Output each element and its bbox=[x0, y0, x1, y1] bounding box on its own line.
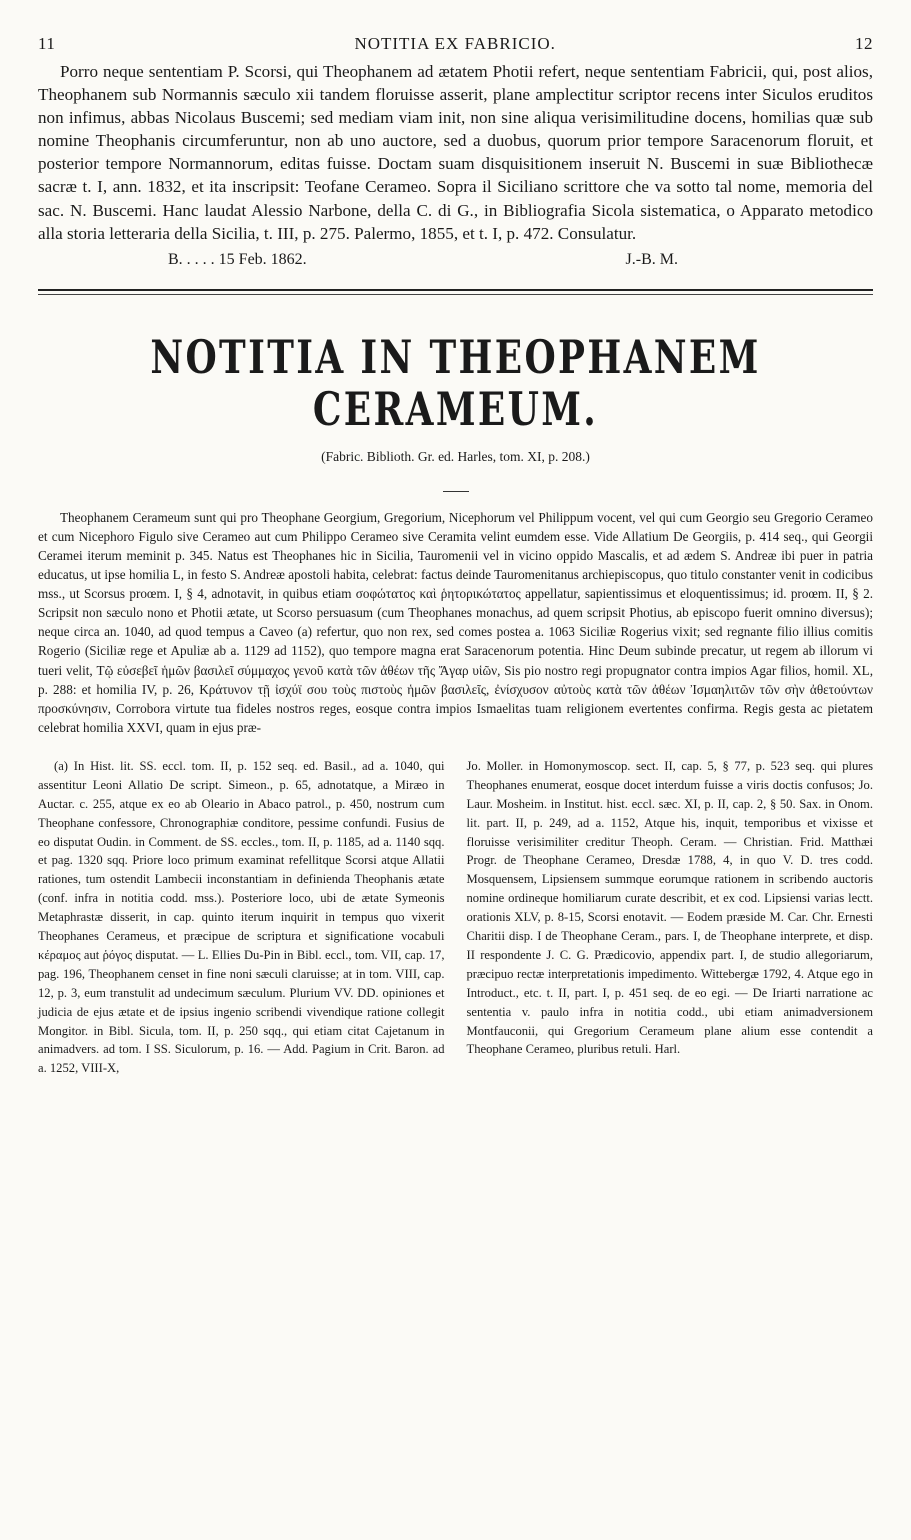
right-page-number: 12 bbox=[854, 34, 873, 53]
section-divider bbox=[38, 289, 873, 295]
dateline: B. . . . . 15 Feb. 1862. bbox=[168, 250, 307, 268]
signoff bbox=[38, 251, 873, 269]
intro-paragraph: Porro neque sententiam P. Scorsi, qui Theophanem ad ætatem Photii refert, neque sententiam Fabricii, qui, post alios, Theophanem sub Normannis sæculo xii tandem floruisse asserit, plane amplectitur scriptor recens inter Siculos eruditos non infimus, abbas Nicolaus Buscemi; sed mediam viam init, non sine aliqua verisimilitudine docens, homilias quæ sub nomine Theophanis circumferuntur, non ab uno auctore, sed a duobus, quorum prior tempore Saracenorum floruit, et posterior tempore Normannorum, editas fuisse. Doctam suam disquisitionem inseruit N. Buscemi in suæ Bibliothecæ sacræ t. I, ann. 1832, et ita inscripsit: Teofane Cerameo. Sopra il Siciliano scrittore che va sotto tal nome, memoria del sac. N. Buscemi. Hanc laudat Alessio Narbone, della C. di G., in Bibliografia Sicola sistematica, o Apparato metodico alla storia letteraria della Sicilia, t. III, p. 275. Palermo, 1855, et t. I, p. 472. Consulatur. bbox=[38, 62, 873, 243]
running-head-title: NOTITIA EX FABRICIO. bbox=[354, 34, 556, 53]
short-rule bbox=[443, 491, 469, 492]
footnote-left-column: (a) In Hist. lit. SS. eccl. tom. II, p. 152 seq. ed. Basil., ad a. 1040, qui assentitur Leoni Allatio De script. Simeon., p. 65, adnotatque, a Miræo in Auctar. c. 255, atque ex eo ab Oleario in Abaco patrol., p. 450, nostrum cum Theophane confessore, Chronographiæ conditore, pessime confundi. Fusius de eo disputat Oudin. in Comment. de SS. eccles., tom. II, p. 1185, ad a. 1140 sqq. et pag. 1320 sqq. Priore loco primum examinat refellitque Scorsi atque Allatii rationes, tum ostendit Lambecii inconstantiam in definienda Theophanis ætate (conf. infra in notitia codd. mss.). Posteriore loco, ubi de ætate Symeonis Metaphrastæ disserit, in cap. quinto iterum inquirit in tempus quo vixerit Theophanes Cerameus, et præcipue de scriptura et significatione vocabuli κέραμος aut ῥόγος disputat. — L. Ellies Du-Pin in Bibl. eccl., tom. VII, cap. 17, pag. 196, Theophanem censet in fine noni sæculi claruisse; at in tom. VIII, cap. 12, p. 3, eum transtulit ad undecimum sæculum. Plurium VV. DD. opiniones et judicia de ejus ætate et de ipsius ingenio scribendi vivendique ratione collegit Mongitor. in Bibl. Sicula, tom. II, p. 250 sqq., qui etiam citat Cajetanum in animadvers. ad tom. I SS. Siculorum, p. 16. — Add. Pagium in Crit. Baron. ad a. 1252, VIII-X, bbox=[38, 758, 445, 1076]
divider-thick-line bbox=[38, 289, 873, 291]
article-title: NOTITIA IN THEOPHANEM CERAMEUM. bbox=[150, 329, 761, 436]
running-head bbox=[38, 0, 873, 54]
divider-thin-line bbox=[38, 294, 873, 295]
footnote-right-column: Jo. Moller. in Homonymoscop. sect. II, cap. 5, § 77, p. 523 seq. qui plures Theophanes enumerat, eosque docet interdum fuisse a viris doctis confusos; Jo. Laur. Mosheim. in Institut. hist. eccl. sæc. XI, p. II, cap. 2, § 50. Sax. in Onom. lit. part. II, p. 249, ad a. 1152, Atque his, inquit, temporibus et vixisse et floruisse verisimiliter creditur Theoph. Ceram. — Christian. Frid. Matthæi Progr. de Theophane Cerameo, Dresdæ 1788, 4, in quo V. D. tres codd. Mosquensem, Lipsiensem summque eorumque rationem in scribendo auctoris nomine ordineque homiliarum curate describit, et ex cod. Lipsiensi varias lectt. orationis XLV, p. 8-15, Scorsi enotavit. — Eodem præside M. Car. Chr. Ernesti Charitii disp. I de Theophane Ceram., pars. I, de Theophane interprete, et disp. II respondente J. C. G. Prædicovio, appendix part. I, de studio allegoriarum, præcipuo rectæ interpretationis impedimento. Wittebergæ 1792, 4. Atque ego in Introduct., etc. t. II, part. I, p. 451 seq. de eo egi. — De Iriarti narratione ac sententia v. paulo infra in notitia codd., ubi etiam animadversionem Montfauconii, qui Gregorium Cerameum plane alium esse contendit a Theophane Cerameo, pluribus retuli. Harl. bbox=[466, 758, 873, 1057]
signature: J.-B. M. bbox=[625, 250, 678, 268]
article-paragraph: Theophanem Cerameum sunt qui pro Theophane Georgium, Gregorium, Nicephorum vel Philippum vocent, vel qui cum Georgio seu Gregorio Cerameo et cum Nicephoro Figulo sive Cerameo aut cum Philippo Cerameo sive Ceramita velint eumdem esse. Vide Allatium De Georgiis, p. 414 seq., qui Georgii Ceramei iterum meminit p. 345. Natus est Theophanes hic in Sicilia, Tauromenii vel in vicino oppido Mascalis, et ad ædem S. Andreæ ibi puer in patria educatus, ut ipse homilia L, in festo S. Andreæ apostoli habita, celebrat: factus deinde Tauromenitanus archiepiscopus, quo titulo constanter venit in codicibus mss., ut Scorsus proœm. I, § 4, adnotavit, in quibus etiam σοφώτατος καὶ ῥητορικώτατος appellatur, sapientissimus et eloquentissimus; id. proœm. II, § 2. Scripsit non sæculo nono et Photii ætate, ut Scorso persuasum (cum Theophanes monachus, ad quem scripsit Photius, ab episcopo fuerit omnino diversus); neque circa an. 1040, ad quod tempus a Caveo (a) refertur, quo non rex, sed comes postea a. 1063 Siciliæ Rogerius vixit; sed regnante filio illius comitis Rogerio (Siciliæ rege et Apuliæ ab a. 1129 ad 1152), quo tempore magna erat Saracenorum potentia. Hinc Deum subinde precatur, ut regem ab illorum vi tueri velit, Τῷ εὐσεβεῖ ἡμῶν βασιλεῖ σύμμαχος γενοῦ κατὰ τῶν ἀθέων τῆς Ἄγαρ υἱῶν, Sis pio nostro regi propugnator contra impios Agar filios, homil. XL, p. 288: et homilia IV, p. 26, Κράτυνον τῇ ἰσχύϊ σου τοὺς πιστοὺς ἡμῶν βασιλεῖς, ἐνίσχυσον αὐτοὺς κατὰ τῶν ἀθέων Ἰσμαηλιτῶν τῶν σὴν ἀθετούντων προσκύνησιν, Corrobora virtute tua fideles nostros reges, eosque contra impios Ismaelitas tuam religionem evertentes confirma. Regis gesta ac pietatem celebrat homilia XXVI, quam in ejus præ- bbox=[38, 509, 873, 735]
source-reference: (Fabric. Biblioth. Gr. ed. Harles, tom. XI, p. 208.) bbox=[321, 448, 590, 464]
left-page-number: 11 bbox=[38, 34, 56, 53]
footnotes bbox=[38, 757, 873, 1078]
